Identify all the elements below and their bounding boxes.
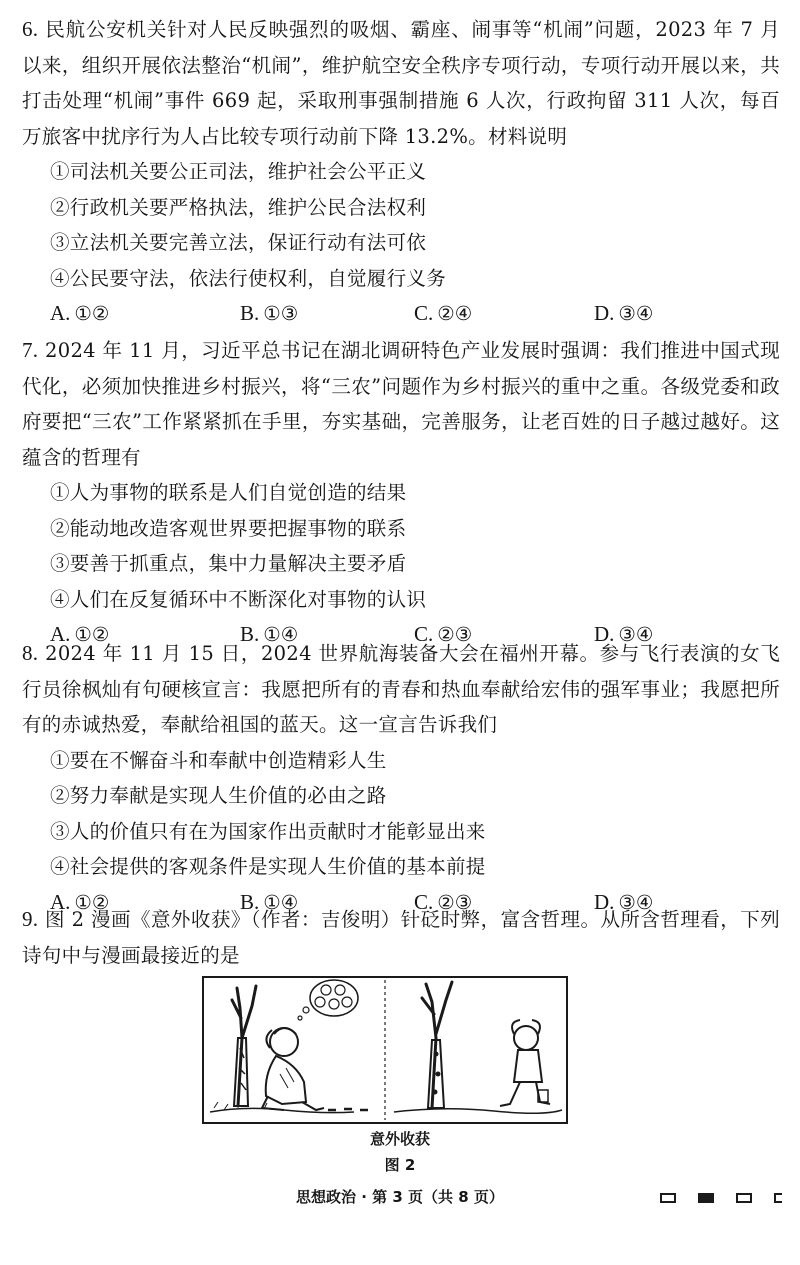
question-6 [22,12,780,332]
choice-c: C. ②③ [414,889,473,914]
question-6-stem: 6. 民航公安机关针对人民反映强烈的吸烟、霸座、闹事等“机闹”问题，2023 年 7 月以来，组织开展依法整治“机闹”，维护航空安全秩序专项行动，专项行动开展以来，共打击处理“机闹”事件 669 起，采取刑事强制措施 6 人次，行政拘留 311 人次，每百万旅客中扰序行为人占比较专项行动前下降 13.2%。材料说明 [22,17,780,148]
question-6-option-1: ①司法机关要公正司法，维护社会公平正义 [50,160,427,183]
question-7-option-1: ①人为事物的联系是人们自觉创造的结果 [50,481,407,504]
choice-b: B. ①③ [240,301,299,325]
question-6-option-3: ③立法机关要完善立法，保证行动有法可依 [50,231,427,254]
choice-b: B. ①④ [240,622,299,646]
question-9 [22,902,780,973]
cartoon-figure [202,976,568,1124]
page-mark [660,1193,676,1203]
choice-d: D. ③④ [594,301,654,325]
question-6-option-4: ④公民要守法，依法行使权利，自觉履行义务 [50,266,447,290]
choice-d: D. ③④ [594,889,654,914]
question-7-stem: 7. 2024 年 11 月，习近平总书记在湖北调研特色产业发展时强调：我们推进中国式现代化，必须加快推进乡村振兴，将“三农”问题作为乡村振兴的重中之重。各级党委和政府要把“三农”工作紧紧抓在手里，夯实基础，完善服务，让老百姓的日子越过越好。这蕴含的哲理有 [22,338,780,469]
question-9-number: 9. [22,907,39,931]
question-8-option-4: ④社会提供的客观条件是实现人生价值的基本前提 [50,855,486,878]
choice-d: D. ③④ [594,622,654,646]
question-7-number: 7. [22,338,39,362]
question-8-option-2: ②努力奉献是实现人生价值的必由之路 [50,784,387,807]
choice-a: A. ①② [50,622,110,646]
page-mark-current [698,1193,714,1203]
question-8 [22,636,780,921]
question-7-option-2: ②能动地改造客观世界要把握事物的联系 [50,516,407,540]
question-7-option-3: ③要善于抓重点，集中力量解决主要矛盾 [50,552,407,575]
question-9-stem: 9. 图 2 漫画《意外收获》（作者：吉俊明）针砭时弊，富含哲理。从所含哲理看，下列诗句中与漫画最接近的是 [22,907,780,967]
choice-a: A. ①② [50,889,110,914]
figure-label: 图 2 [384,1156,416,1174]
figure-caption: 意外收获 [369,1130,430,1148]
question-8-stem: 8. 2024 年 11 月 15 日，2024 世界航海装备大会在福州开幕。参与飞行表演的女飞行员徐枫灿有句硬核宣言：我愿把所有的青春和热血奉献给宏伟的强军事业；我愿把所有的赤诚热爱，奉献给祖国的蓝天。这一宣言告诉我们 [22,641,780,736]
cartoon-illustration [204,978,566,1122]
question-7-option-4: ④人们在反复循环中不断深化对事物的认识 [50,587,427,611]
question-8-option-3: ③人的价值只有在为国家作出贡献时才能彰显出来 [50,819,486,843]
choice-c: C. ②③ [414,622,473,646]
question-8-option-1: ①要在不懈奋斗和奉献中创造精彩人生 [50,748,387,772]
page-mark [774,1193,782,1203]
question-6-choices [22,296,780,332]
question-8-number: 8. [22,641,39,665]
choice-a: A. ①② [50,301,110,325]
question-6-option-2: ②行政机关要严格执法，维护公民合法权利 [50,195,427,219]
page-mark [736,1193,752,1203]
choice-b: B. ①④ [240,889,299,914]
page-footer: 思想政治 · 第 3 页（共 8 页） [296,1188,504,1206]
question-7 [22,333,780,653]
choice-c: C. ②④ [414,301,473,325]
question-6-number: 6. [22,17,39,41]
